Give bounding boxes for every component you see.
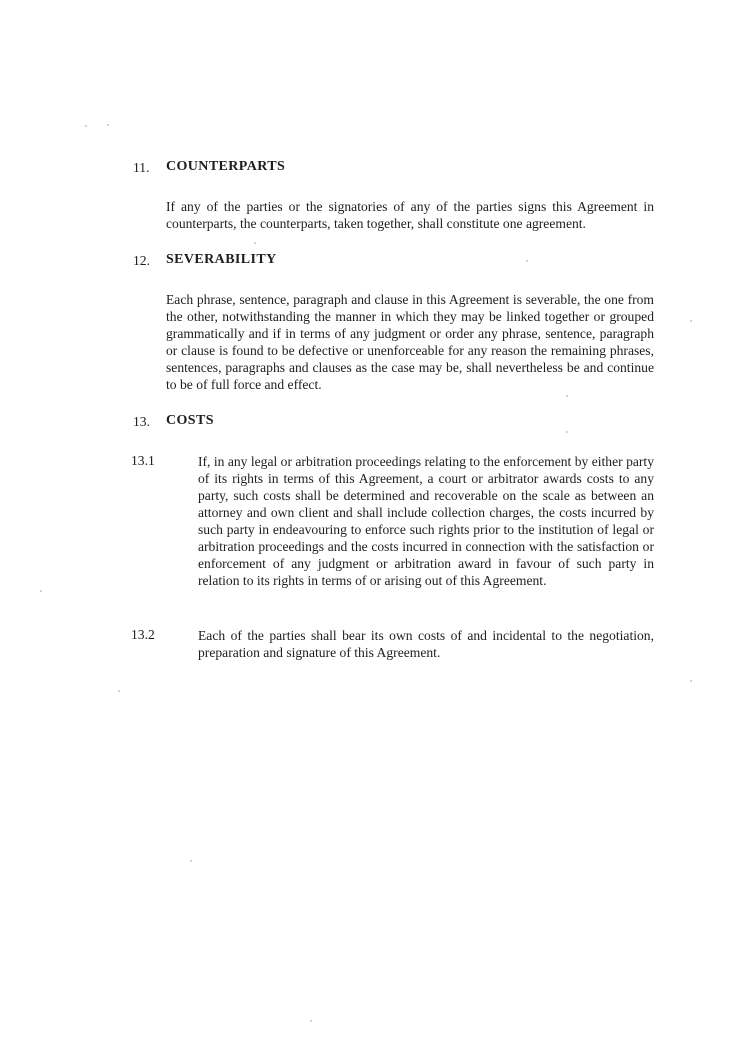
section-11-number: 11. [133, 160, 150, 175]
section-11-title: COUNTERPARTS [166, 159, 286, 174]
scan-speck [566, 431, 568, 433]
section-11-body: If any of the parties or the signatories of any of the parties signs this Agreement in counterparts, the counterparts, taken together, shall constitute one agreement. [166, 199, 654, 231]
scan-speck [40, 590, 42, 592]
section-13-title: COSTS [166, 413, 214, 428]
section-13-number: 13. [133, 414, 150, 429]
section-12-number: 12. [133, 253, 150, 268]
section-12-body: Each phrase, sentence, paragraph and clause in this Agreement is severable, the one from the other, notwithstanding the manner in which they may be linked together or grouped grammatically and if in terms of any judgment or order any phrase, sentence, paragraph or clause is found to be defective or unenforceable for any reason the remaining phrases, sentences, paragraphs and clauses as the case may be, shall nevertheless be and continue to be of full force and effect. [166, 292, 654, 392]
scan-speck [310, 1020, 312, 1022]
section-12-title: SEVERABILITY [166, 252, 277, 267]
scan-speck [566, 395, 568, 397]
scan-speck [118, 690, 120, 692]
scan-speck [690, 680, 692, 682]
scan-speck [190, 860, 192, 862]
scan-speck [107, 124, 109, 126]
subclause-13-1-number: 13.1 [131, 453, 155, 468]
subclause-13-2-number: 13.2 [131, 627, 155, 642]
scan-speck [254, 242, 256, 244]
subclause-13-1-text: If, in any legal or arbitration proceedings relating to the enforcement by either party of its rights in terms of this Agreement, a court or arbitrator awards costs to any party, such costs shall be determined and recoverable on the scale as between an attorney and own client and shall include collection charges, the costs incurred by such party in endeavouring to enforce such rights prior to the institution of legal or arbitration proceedings and the costs incurred in connection with the satisfaction or enforcement of any judgment or arbitration award in favour of such party in relation to its rights in terms of or arising out of this Agreement. [198, 454, 654, 588]
subclause-13-2-text: Each of the parties shall bear its own costs of and incidental to the negotiation, preparation and signature of this Agreement. [198, 628, 654, 660]
scan-speck [690, 320, 692, 322]
scan-speck [85, 125, 87, 127]
scan-speck [526, 260, 528, 262]
